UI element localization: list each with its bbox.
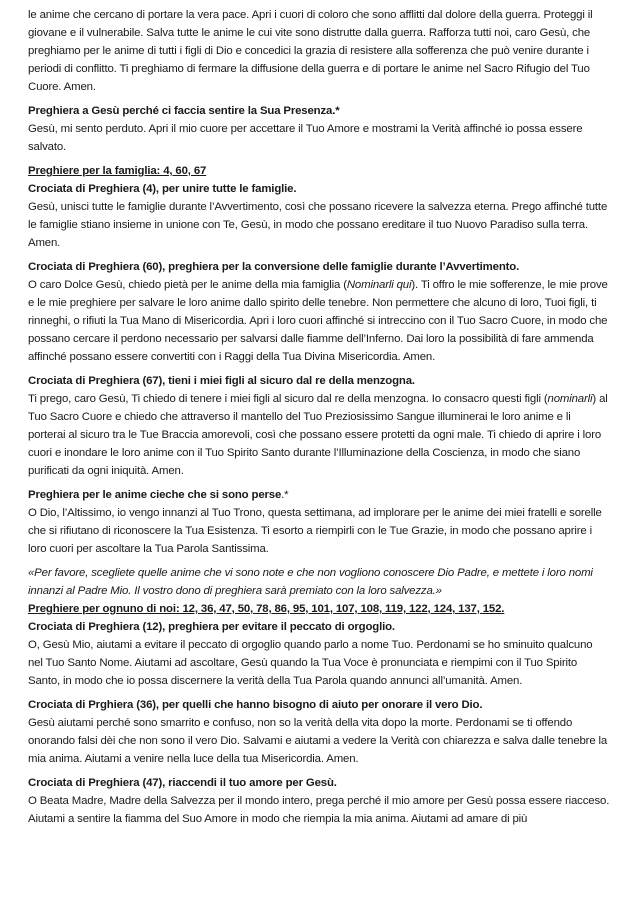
crusade-prayer-67-body — [28, 390, 610, 480]
family-prayers-heading[interactable]: Preghiere per la famiglia: 4, 60, 67 — [28, 165, 207, 177]
crusade-prayer-12-title: Crociata di Preghiera (12), preghiera per evitare il peccato di orgoglio. — [28, 621, 395, 633]
crusade-prayer-67-body-end: ) al Tuo Sacro Cuore e chiedo che attraverso il mantello del Tuo Preziosissimo Sangue illuminerai le loro anime e li porterai al sicuro tra le Tue Braccia amorevoli, così che possano essere protetti da ogni male. Ti chiedo di aprire i loro cuori e inondare le loro anime con il Tuo Spirito Santo durante l’Illuminazione della Coscienza, in modo che siano purificati da ogni iniquità. Amen. — [28, 393, 608, 477]
crusade-prayer-67-body-start: Ti prego, caro Gesù, Ti chiedo di tenere i miei figli al sicuro dal re della menzogna. Io consacro questi figli ( — [28, 393, 548, 405]
crusade-prayer-36 — [28, 696, 610, 768]
intro-paragraph — [28, 6, 610, 96]
crusade-prayer-67-name-placeholder: nominarli — [547, 393, 593, 405]
crusade-prayer-36-title: Crociata di Prghiera (36), per quelli che hanno bisogno di aiuto per onorare il vero Dio. — [28, 699, 483, 711]
crusade-prayer-12-body: O, Gesù Mio, aiutami a evitare il peccato di orgoglio quando parlo a nome Tuo. Perdonami se ho sminuito qualcuno nel Tuo Santo Nome. Aiutami ad ascoltare, Gesù quando la Tua Voce è pronunciata e riempimi con il Tuo Spirito Santo, in modo che io possa discernere la verità della Tua Parola quando annunci all’umanità. Amen. — [28, 639, 593, 687]
crusade-prayer-4-body: Gesù, unisci tutte le famiglie durante l’Avvertimento, così che possano ricevere la salvezza eterna. Prego affinché tutte le famiglie stiano insieme in unione con Te, Gesù, in modo che possano ereditare il tuo Nuovo Paradiso sulla terra. Amen. — [28, 201, 608, 249]
prayer-blind-souls-body: O Dio, l’Altissimo, io vengo innanzi al Tuo Trono, questa settimana, ad implorare per le anime dei miei fratelli e sorelle che si rifiutano di riconoscere la Tua Esistenza. Ti esorto a riempirli con le Tue Grazie, in modo che possano aprire i loro cuori per ascoltare la Tua Parola Santissima. — [28, 507, 602, 555]
prayer-blind-souls-title: Preghiera per le anime cieche che si sono perse — [28, 489, 282, 501]
prayer-blind-souls — [28, 486, 610, 558]
crusade-prayer-36-body: Gesù aiutami perché sono smarrito e confuso, non so la verità della vita dopo la morte. Perdonami se ti offendo onorando falsi dèi che non sono il vero Dio. Salvami e aiutami a vedere la Verità con chiarezza e salva dalle tenebre la mia anima. Aiutami a venire nella luce della tua Misericordia. Amen. — [28, 717, 608, 765]
prayer-presence — [28, 102, 610, 156]
each-prayers-heading[interactable]: Preghiere per ognuno di noi: 12, 36, 47, 50, 78, 86, 95, 101, 107, 108, 119, 122, 124, 137, 152. — [28, 603, 505, 615]
crusade-prayer-4 — [28, 180, 610, 252]
crusade-prayer-60-body-end: ). Ti offro le mie sofferenze, le mie prove e le mie preghiere per salvare le loro anime dallo spirito delle tenebre. Non permettere che alcuno di loro, Tuoi figli, ti rinneghi, o rifiuti la Tua Mano di Misericordia. Apri i loro cuori affinché si intreccino con il Tuo Sacro Cuore, in modo che possano cercare il perdono necessario per salvarsi dalle fiamme dell’Inferno. Dai loro la possibilità di fare ammenda affinché possano essere convertiti con i Raggi della Tua Divina Misericordia. Amen. — [28, 279, 608, 363]
intro-text: le anime che cercano di portare la vera pace. Apri i cuori di coloro che sono afflitti dal dolore della guerra. Proteggi il giovane e il vulnerabile. Salva tutte le anime le cui vite sono distrutte dalla guerra. Rafforza tutti noi, caro Gesù, che preghiamo per le anime di tutti i figli di Dio e concedici la grazia di resistere alla sofferenza che può venire durante i periodi di conflitto. Ti preghiamo di fermare la diffusione della guerra e di portare le anime nel Sacro Rifugio del Tuo Cuore. Amen. — [28, 9, 593, 93]
prayer-blind-souls-title-suffix: .* — [281, 489, 289, 501]
prayer-presence-title: Preghiera a Gesù perché ci faccia sentire la Sua Presenza.* — [28, 105, 340, 117]
prayer-blind-souls-title-line — [28, 486, 610, 504]
crusade-prayer-4-title: Crociata di Preghiera (4), per unire tutte le famiglie. — [28, 183, 297, 195]
crusade-prayer-60-body — [28, 276, 610, 366]
prayer-presence-body: Gesù, mi sento perduto. Apri il mio cuore per accettare il Tuo Amore e mostrami la Verità affinché io possa essere salvato. — [28, 123, 583, 153]
crusade-prayer-60-body-start: O caro Dolce Gesù, chiedo pietà per le anime della mia famiglia ( — [28, 279, 347, 291]
crusade-prayer-67 — [28, 372, 610, 480]
crusade-prayer-67-title: Crociata di Preghiera (67), tieni i miei figli al sicuro dal re della menzogna. — [28, 375, 415, 387]
crusade-prayer-60-name-placeholder: Nominarli qui — [346, 279, 412, 291]
quote-paragraph: «Per favore, scegliete quelle anime che vi sono note e che non vogliono conoscere Dio Padre, e mettete i loro nomi innanzi al Padre Mio. Il vostro dono di preghiera sarà premiato con la loro salvezza.» — [28, 567, 593, 597]
crusade-prayer-47-body: O Beata Madre, Madre della Salvezza per il mondo intero, prega perché il mio amore per Gesù possa essere riacceso. Aiutami a sentire la fiamma del Suo Amore in modo che riempia la mia anima. Aiutami ad amare di più — [28, 795, 610, 825]
crusade-prayer-47 — [28, 774, 610, 828]
document-page — [28, 6, 610, 834]
crusade-prayer-60-title: Crociata di Preghiera (60), preghiera per la conversione delle famiglie durante l’Avvertimento. — [28, 261, 520, 273]
crusade-prayer-60 — [28, 258, 610, 366]
crusade-prayer-47-title: Crociata di Preghiera (47), riaccendi il tuo amore per Gesù. — [28, 777, 337, 789]
crusade-prayer-12 — [28, 618, 610, 690]
